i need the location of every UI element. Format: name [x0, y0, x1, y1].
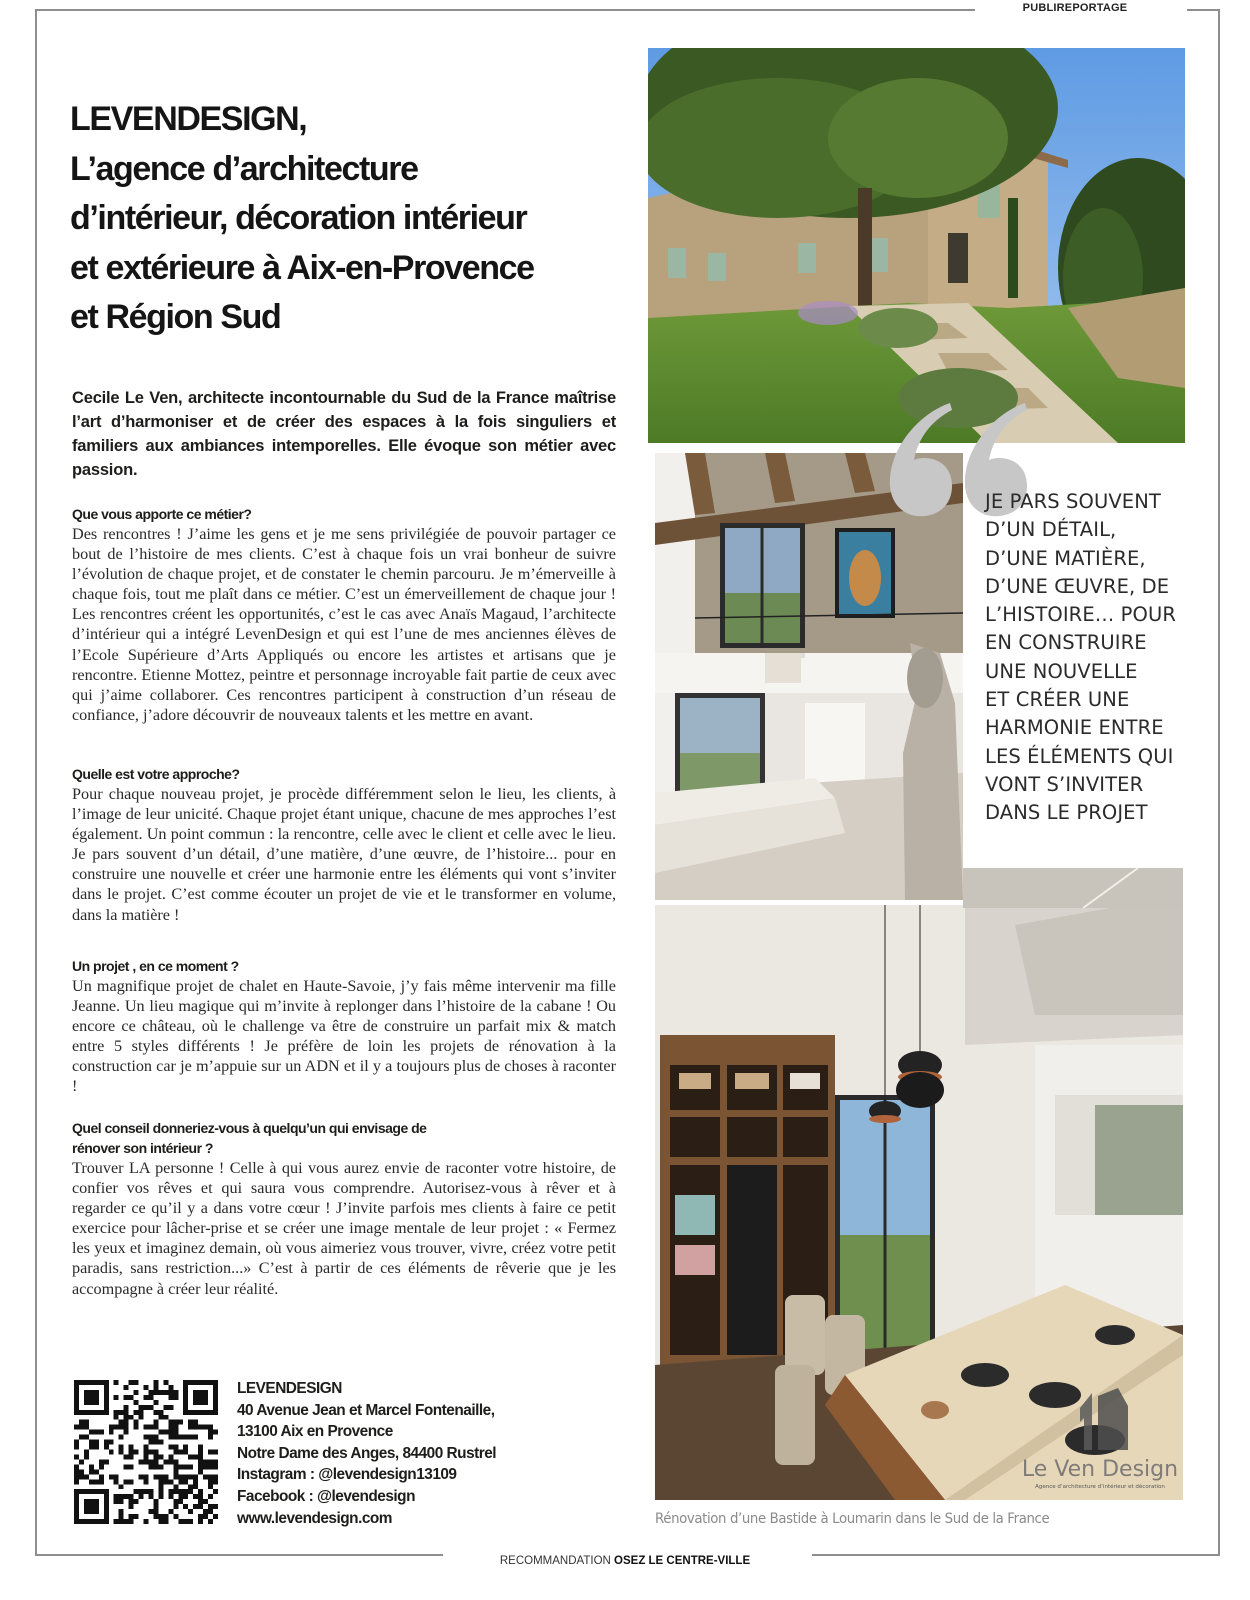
logo-watermark [1018, 1388, 1183, 1493]
contact-name: LEVENDESIGN [237, 1380, 342, 1397]
headline-line: LEVENDESIGN, [70, 100, 307, 138]
pull-quote-line: D’UNE ŒUVRE, DE [985, 574, 1170, 598]
qa-section [72, 764, 616, 925]
frame-bottom-right [812, 1554, 1220, 1556]
frame-top-right [1187, 9, 1220, 11]
question-heading: Quel conseil donneriez-vous à quelqu’un qui envisage de rénover son intérieur ? [72, 1120, 427, 1156]
pull-quote-line: ET CRÉER UNE [985, 688, 1130, 712]
headline-line: et extérieure à Aix-en-Provence [70, 248, 534, 287]
pull-quote-line: L’HISTOIRE… POUR [985, 603, 1176, 627]
frame-right [1218, 9, 1220, 1555]
answer-paragraph: Des rencontres ! J’aime les gens et je me sens privilégiée de pouvoir partager ce bout de l’histoire de mes clients. C’est à chaque fois un vrai bonheur de suivre l’évolution de chaque projet, et de constater le chemin parcouru. Je m’émerveille à chaque fois, tout me plaît dans ce métier. C’est un émerveillement de chaque jour ! Les rencontres créent les opportunités, c’est le cas avec Anaïs Magaud, l’architecte d’intérieur qui a intégré LevenDesign et qui est l’une de mes anciennes élèves de l’Ecole Supérieure d’Arts Appliqués ou encore les artistes et artisans que je rencontre. Etienne Mottez, peintre et personnage incroyable fait partie de ceux avec qui j’aime collaborer. Ces rencontres participent à construction d’un réseau de confiance, j’adore découvrir de nouveaux talents et les mettre en avant. [72, 525, 616, 724]
pull-quote [985, 488, 1200, 828]
contact-block [237, 1378, 557, 1529]
qr-code-image [74, 1380, 218, 1524]
answer-paragraph: Un magnifique projet de chalet en Haute-Savoie, j’y fais même intervenir ma fille Jeanne. Un lieu magique qui m’invite à replonger dans l’histoire de la cabane ! Ou encore ce château, où le challenge va être de construire un parfait mix & match entre 5 styles différents ! Je préfère de loin les projets de rénovation à la construction car je m’appuie sur un ADN et il y a toujours plus de choses à raconter ! [72, 977, 616, 1096]
pull-quote-line: D’UNE MATIÈRE, [985, 546, 1146, 570]
photo-caption: Rénovation d’une Bastide à Loumarin dans le Sud de la France [655, 1511, 1050, 1527]
question-heading: Un projet , en ce moment ? [72, 958, 239, 974]
qr-code[interactable] [74, 1380, 218, 1524]
contact-website[interactable]: www.levendesign.com [237, 1509, 392, 1527]
pull-quote-line: VONT S’INVITER [985, 772, 1144, 796]
qa-section [72, 1118, 616, 1299]
pull-quote-line: DANS LE PROJET [985, 801, 1148, 825]
kitchen-ceiling-image [963, 868, 1183, 908]
pull-quote-line: LES ÉLÉMENTS QUI [985, 744, 1174, 768]
footer [440, 1554, 810, 1568]
contact-instagram[interactable]: Instagram : @levendesign13109 [237, 1466, 457, 1484]
contact-facebook[interactable]: Facebook : @levendesign [237, 1487, 415, 1505]
headline-line: L’agence d’architecture [70, 149, 418, 188]
pull-quote-line: EN CONSTRUIRE [985, 631, 1147, 655]
headline-line: et Région Sud [70, 298, 281, 336]
logo-text: Le Ven Design [1021, 1457, 1179, 1482]
photo-kitchen-extension [963, 868, 1183, 908]
section-label: PUBLIREPORTAGE [1022, 2, 1128, 14]
contact-address: Notre Dame des Anges, 84400 Rustrel [237, 1444, 497, 1462]
pull-quote-line: D’UN DÉTAIL, [985, 518, 1117, 542]
pull-quote-line: HARMONIE ENTRE [985, 716, 1164, 740]
qa-section [72, 504, 616, 725]
contact-address: 13100 Aix en Provence [237, 1423, 393, 1441]
headline [70, 95, 640, 343]
frame-bottom-left [35, 1554, 443, 1556]
qa-section [72, 956, 616, 1097]
answer-paragraph: Trouver LA personne ! Celle à qui vous aurez envie de raconter votre histoire, de confier vos rêves et qui saura vous comprendre. Autorisez-vous à rêver et à regarder ce qu’il y a dans votre cœur ! J’invite parfois mes clients à faire ce petit exercice pour lâcher-prise et se créer une image mentale de leur projet : « Fermez les yeux et imaginez demain, où vous aimeriez vous trouver, vivre, créez votre petit paradis, sans restriction...» C’est à partir de ces éléments de rêverie que je les accompagne à créer leur réalité. [72, 1159, 616, 1298]
footer-prefix: RECOMMANDATION [499, 1555, 615, 1567]
pull-quote-line: JE PARS SOUVENT [985, 490, 1161, 513]
logo-tagline: Agence d’architecture d’intérieur et décoration [1035, 1484, 1165, 1490]
question-heading: Que vous apporte ce métier? [72, 506, 252, 522]
question-heading: Quelle est votre approche? [72, 766, 240, 782]
frame-left [35, 9, 37, 1555]
frame-top-left [35, 9, 975, 11]
intro-paragraph: Cecile Le Ven, architecte incontournable du Sud de la France maîtrise l’art d’harmoniser et de créer des espaces à la fois singuliers et familiers aux ambiances intemporelles. Elle évoque son métier avec passion. [72, 389, 616, 479]
pull-quote-line: UNE NOUVELLE [985, 659, 1138, 683]
answer-paragraph: Pour chaque nouveau projet, je procède différemment selon le lieu, les clients, à l’image de leur unicité. Chaque projet étant unique, chacune de mes approches l’est également. Un point commun : la rencontre, celle avec le client et celle avec le lieu. Je pars souvent d’un détail, d’une matière, d’une œuvre, de l’histoire... pour en construire une nouvelle et créer une harmonie entre les éléments qui vont s’inviter dans le projet. C’est comme écouter un projet de vie et le transformer en volume, dans la matière ! [72, 785, 616, 924]
footer-emphasis: OSEZ LE CENTRE-VILLE [614, 1555, 751, 1567]
le-ven-design-logo [1018, 1388, 1183, 1493]
headline-line: d’intérieur, décoration intérieur [70, 199, 527, 237]
contact-address: 40 Avenue Jean et Marcel Fontenaille, [237, 1401, 495, 1419]
